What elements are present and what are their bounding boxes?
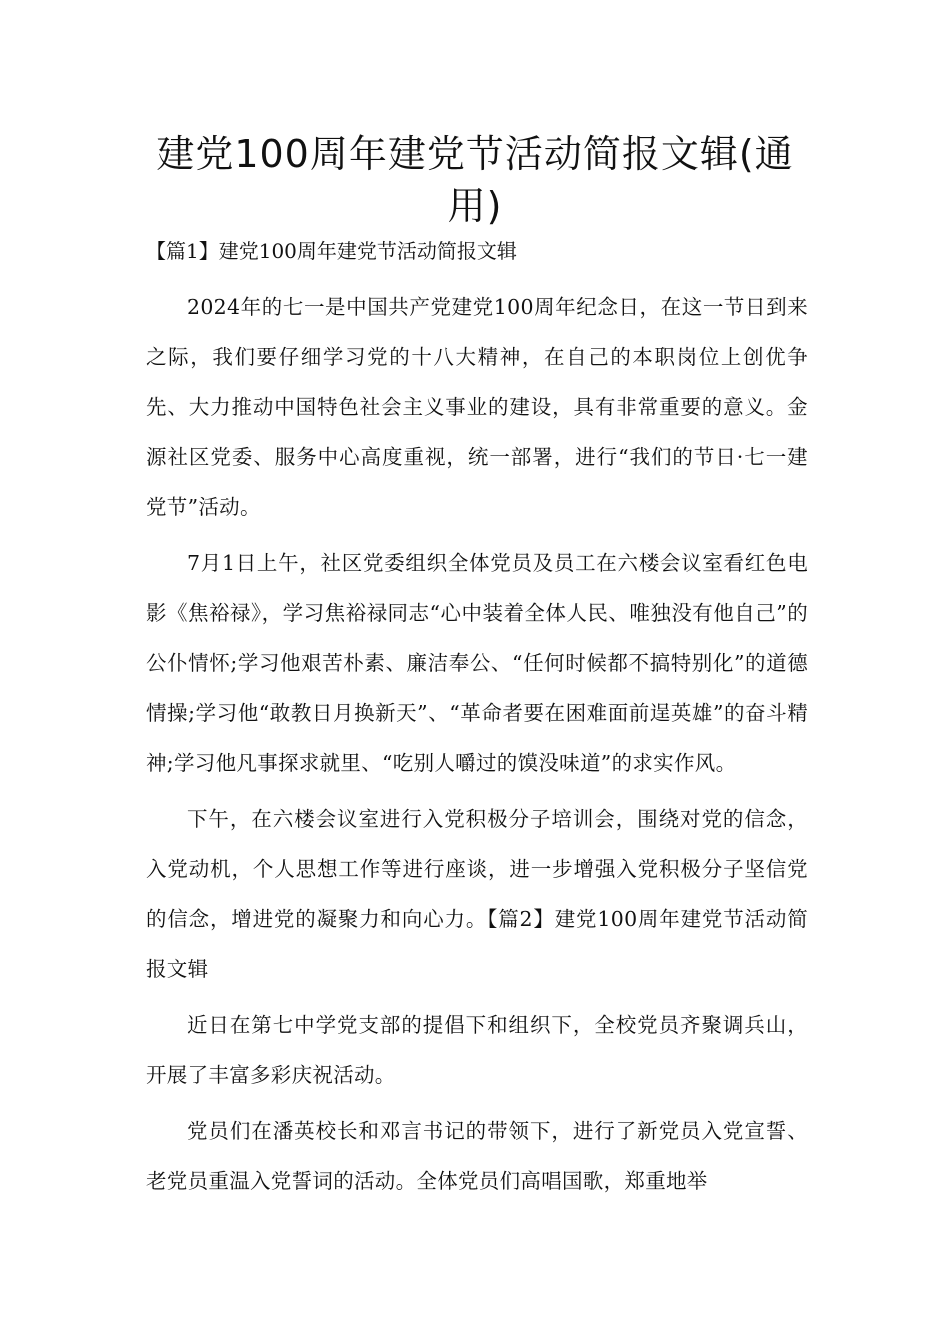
document-body [146, 282, 808, 1212]
document-title: 建党100周年建党节活动简报文辑(通用) [156, 132, 794, 228]
section-heading: 【篇1】建党100周年建党节活动简报文辑 [146, 239, 517, 263]
paragraph: 党员们在潘英校长和邓言书记的带领下，进行了新党员入党宣誓、老党员重温入党誓词的活动。全体党员们高唱国歌，郑重地举 [146, 1119, 808, 1193]
paragraph: 下午，在六楼会议室进行入党积极分子培训会，围绕对党的信念，入党动机，个人思想工作等进行座谈，进一步增强入党积极分子坚信党的信念，增进党的凝聚力和向心力。【篇2】建党100周年建党节活动简报文辑 [146, 807, 808, 981]
paragraph: 2024年的七一是中国共产党建党100周年纪念日，在这一节日到来之际，我们要仔细学习党的十八大精神，在自己的本职岗位上创优争先、大力推动中国特色社会主义事业的建设，具有非常重要的意义。金源社区党委、服务中心高度重视，统一部署，进行“我们的节日·七一建党节”活动。 [146, 295, 808, 519]
paragraph: 7月1日上午，社区党委组织全体党员及员工在六楼会议室看红色电影《焦裕禄》，学习焦裕禄同志“心中装着全体人民、唯独没有他自己”的公仆情怀;学习他艰苦朴素、廉洁奉公、“任何时候都不搞特别化”的道德情操;学习他“敢教日月换新天”、“革命者要在困难面前逞英雄”的奋斗精神;学习他凡事探求就里、“吃别人嚼过的馍没味道”的求实作风。 [146, 551, 808, 775]
paragraph: 近日在第七中学党支部的提倡下和组织下，全校党员齐聚调兵山，开展了丰富多彩庆祝活动。 [146, 1013, 808, 1087]
